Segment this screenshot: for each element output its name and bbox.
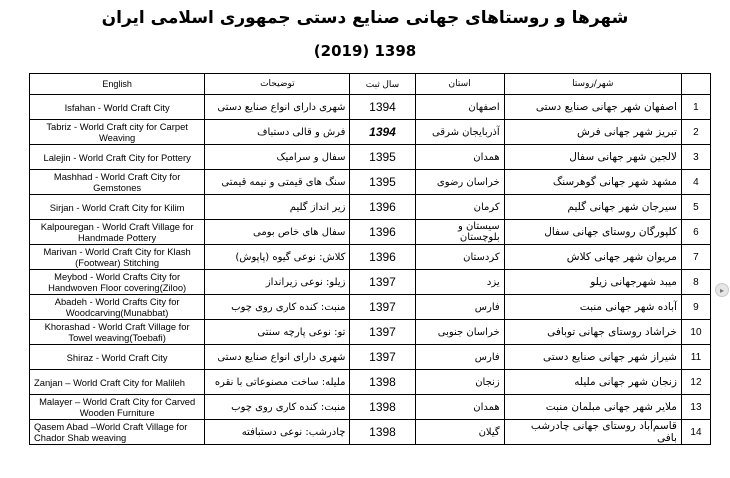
cell-description: کلاش: نوعی گیوه (پاپوش)	[205, 245, 350, 270]
cell-description: شهری دارای انواع صنایع دستی	[205, 345, 350, 370]
cell-province: فارس	[415, 295, 504, 320]
cell-city: خراشاد روستای جهانی توبافی	[504, 320, 681, 345]
cell-province: خراسان جنوبی	[415, 320, 504, 345]
cell-english: Sirjan - World Craft City for Kilim	[49, 201, 185, 213]
cell-number: 3	[681, 145, 710, 170]
cell-number: 14	[681, 420, 710, 445]
cell-english: Mashhad - World Craft City for Gemstones	[53, 171, 181, 193]
cell-number: 8	[681, 270, 710, 295]
cell-description: ملیله: ساخت مصنوعاتی با نقره	[205, 370, 350, 395]
cell-province: همدان	[415, 145, 504, 170]
header-year: سال ثبت	[350, 74, 415, 95]
cell-year: 1394	[350, 95, 415, 120]
cell-city: لالجین شهر جهانی سفال	[504, 145, 681, 170]
cell-city: زنجان شهر جهانی ملیله	[504, 370, 681, 395]
table-row	[30, 170, 711, 195]
cell-english: Lalejin - World Craft City for Pottery	[43, 151, 191, 163]
cell-province: کردستان	[415, 245, 504, 270]
cell-number: 7	[681, 245, 710, 270]
cell-number: 6	[681, 220, 710, 245]
cell-description: شهری دارای انواع صنایع دستی	[205, 95, 350, 120]
cell-year: 1398	[350, 420, 415, 445]
cell-english: Khorashad - World Craft Village for Towel weaving(Toebafi)	[44, 321, 190, 343]
cell-description: فرش و قالی دستباف	[205, 120, 350, 145]
cell-description: منبت: کنده کاری روی چوب	[205, 395, 350, 420]
cell-number: 9	[681, 295, 710, 320]
cell-year: 1397	[350, 270, 415, 295]
cell-province: همدان	[415, 395, 504, 420]
cell-english: Tabriz - World Craft city for Carpet Weaving	[46, 121, 188, 143]
table-row	[30, 370, 711, 395]
cell-english: Kalpouregan - World Craft Village for Handmade Pottery	[40, 221, 194, 243]
cell-city: کلپورگان روستای جهانی سفال	[504, 220, 681, 245]
cell-city: سیرجان شهر جهانی گلیم	[504, 195, 681, 220]
craft-cities-table	[29, 73, 711, 445]
cell-city: ملایر شهر جهانی مبلمان منبت	[504, 395, 681, 420]
cell-english: Marivan - World Craft City for Klash (Footwear) Stitching	[43, 246, 191, 268]
cell-number: 2	[681, 120, 710, 145]
table-row	[30, 220, 711, 245]
cell-city: مریوان شهر جهانی کلاش	[504, 245, 681, 270]
table-row	[30, 295, 711, 320]
header-number	[681, 74, 710, 95]
cell-year: 1398	[350, 370, 415, 395]
header-english: English	[30, 74, 205, 95]
header-description: توضیحات	[205, 74, 350, 95]
cell-number: 5	[681, 195, 710, 220]
cell-province: اصفهان	[415, 95, 504, 120]
table-row	[30, 95, 711, 120]
cell-year: 1396	[350, 220, 415, 245]
cell-province: کرمان	[415, 195, 504, 220]
cell-year: 1398	[350, 395, 415, 420]
cell-number: 11	[681, 345, 710, 370]
cell-description: سنگ های قیمتی و نیمه قیمتی	[205, 170, 350, 195]
header-province: استان	[415, 74, 504, 95]
cell-number: 10	[681, 320, 710, 345]
document-subtitle-year: (2019) 1398	[313, 42, 417, 60]
cell-province: یزد	[415, 270, 504, 295]
cell-province: آذربایجان شرقی	[415, 120, 504, 145]
cell-city: شیراز شهر جهانی صنایع دستی	[504, 345, 681, 370]
cell-province: فارس	[415, 345, 504, 370]
cell-english: Shiraz - World Craft City	[66, 351, 168, 363]
cell-description: منبت: کنده کاری روی چوب	[205, 295, 350, 320]
cell-year: 1395	[350, 170, 415, 195]
cell-number: 1	[681, 95, 710, 120]
cell-year: 1397	[350, 345, 415, 370]
cell-description: سفال و سرامیک	[205, 145, 350, 170]
cell-english: Qasem Abad –World Craft Village for Chador Shab weaving	[34, 421, 188, 443]
cell-english: Zanjan – World Craft City for Malileh	[34, 376, 185, 388]
cell-year: 1396	[350, 245, 415, 270]
cell-year: 1396	[350, 195, 415, 220]
cell-city: میبد شهرجهانی زیلو	[504, 270, 681, 295]
cell-year: 1394	[350, 120, 415, 145]
cell-number: 4	[681, 170, 710, 195]
cell-english: Abadeh - World Crafts City for Woodcarving(Munabbat)	[54, 296, 180, 318]
table-row	[30, 420, 711, 445]
table-row	[30, 145, 711, 170]
table-row	[30, 120, 711, 145]
table-row	[30, 320, 711, 345]
cell-city: مشهد شهر جهانی گوهرسنگ	[504, 170, 681, 195]
scroll-next-button[interactable]	[715, 283, 729, 297]
cell-description: تو: نوعی پارچه سنتی	[205, 320, 350, 345]
cell-description: چادرشب: نوعی دستبافته	[205, 420, 350, 445]
document-title: شهرها و روستاهای جهانی صنایع دستی جمهوری اسلامی ایران	[101, 8, 629, 28]
cell-province: گیلان	[415, 420, 504, 445]
cell-description: زیر انداز گلیم	[205, 195, 350, 220]
header-city: شهر/روستا	[504, 74, 681, 95]
table-row	[30, 395, 711, 420]
chevron-right-icon: ▸	[719, 285, 724, 295]
table-row	[30, 195, 711, 220]
cell-province: سیستان و بلوچستان	[415, 220, 504, 245]
cell-year: 1397	[350, 320, 415, 345]
cell-description: زیلو: نوعی زیرانداز	[205, 270, 350, 295]
cell-city: آباده شهر جهانی منبت	[504, 295, 681, 320]
cell-number: 12	[681, 370, 710, 395]
cell-province: خراسان رضوی	[415, 170, 504, 195]
table-header-row	[30, 74, 711, 95]
table-row	[30, 245, 711, 270]
cell-year: 1397	[350, 295, 415, 320]
cell-number: 13	[681, 395, 710, 420]
cell-year: 1395	[350, 145, 415, 170]
cell-city: قاسم‌آباد روستای جهانی چادرشب بافی	[504, 420, 681, 445]
cell-province: زنجان	[415, 370, 504, 395]
cell-description: سفال های خاص بومی	[205, 220, 350, 245]
table-row	[30, 270, 711, 295]
table-row	[30, 345, 711, 370]
cell-english: Malayer – World Craft City for Carved Wooden Furniture	[39, 396, 196, 418]
cell-city: اصفهان شهر جهانی صنایع دستی	[504, 95, 681, 120]
cell-city: تبریز شهر جهانی فرش	[504, 120, 681, 145]
cell-english: Isfahan - World Craft City	[64, 101, 170, 113]
cell-english: Meybod - World Crafts City for Handwoven Floor covering(Ziloo)	[48, 271, 187, 293]
